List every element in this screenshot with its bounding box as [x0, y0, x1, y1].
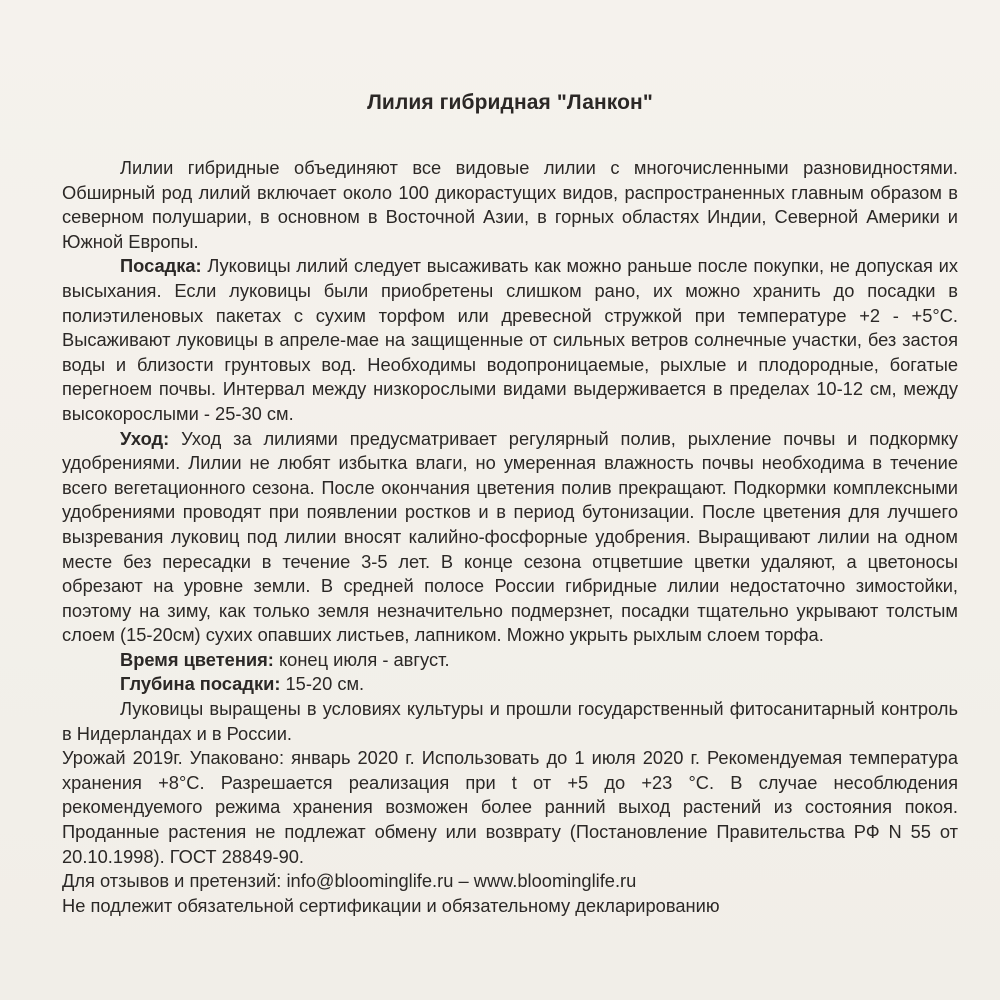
planting-depth-label: Глубина посадки:: [120, 673, 281, 695]
page-title: Лилия гибридная "Ланкон": [367, 91, 653, 114]
harvest-storage-paragraph: Урожай 2019г. Упаковано: январь 2020 г. Использовать до 1 июля 2020 г. Рекомендуемая температура хранения +8°С. Разрешается реализация при t от +5 до +23 °С. В случае несоблюдения рекомендуемого режима хранения возможен более ранний выход растений из состояния покоя. Проданные растения не подлежат обмену или возврату (Постановление Правительства РФ N 55 от 20.10.1998). ГОСТ 28849-90.: [62, 747, 958, 867]
intro-paragraph: Лилии гибридные объединяют все видовые лилии с многочисленными разновидностями. Обширный род лилий включает около 100 дикорастущих видов, распространенных главным образом в северном полушарии, в основном в Восточной Азии, в горных областях Индии, Северной Америки и Южной Европы.: [62, 157, 958, 252]
planting-label: Посадка:: [120, 255, 202, 277]
bloom-time-label: Время цветения:: [120, 648, 274, 670]
bloom-time-text: конец июля - август.: [273, 648, 450, 670]
planting-depth-paragraph: [62, 672, 958, 697]
planting-depth-text: 15-20 см.: [280, 673, 365, 695]
bloom-time-paragraph: [62, 648, 958, 673]
planting-text: Луковицы лилий следует высаживать как можно раньше после покупки, не допуская их высыхания. Если луковицы были приобретены слишком рано, их можно хранить до посадки в полиэтиленовых пакетах с сухим торфом или древесной стружкой при температуре +2 - +5°С. Высаживают луковицы в апреле-мае на защищенные от сильных ветров солнечные участки, без застоя воды и близости грунтовых вод. Необходимы водопроницаемые, рыхлые и плодородные, богатые перегноем почвы. Интервал между низкорослыми видами выдерживается в пределах 10-12 см, между высокорослыми - 25-30 см.: [62, 255, 958, 424]
certification-line: Не подлежит обязательной сертификации и обязательному декларированию: [62, 894, 720, 916]
care-label: Уход:: [120, 427, 170, 449]
origin-paragraph: Луковицы выращены в условиях культуры и прошли государственный фитосанитарный контроль в Нидерландах и в России.: [62, 698, 958, 744]
care-paragraph: [62, 427, 958, 648]
planting-paragraph: [62, 254, 958, 426]
contacts-line: Для отзывов и претензий: info@bloominglife.ru – www.bloominglife.ru: [62, 870, 637, 892]
care-text: Уход за лилиями предусматривает регулярный полив, рыхление почвы и подкормку удобрениями. Лилии не любят избытка влаги, но умеренная влажность почвы необходима в течение всего вегетационного сезона. После окончания цветения полив прекращают. Подкормки комплексными удобрениями проводят при появлении ростков и в период бутонизации. После цветения для лучшего вызревания луковиц под лилии вносят калийно-фосфорные удобрения. Выращивают лилии на одном месте без пересадки в течение 3-5 лет. В конце сезона отцветшие цветки удаляют, а цветоносы обрезают на уровне земли. В средней полосе России гибридные лилии недостаточно зимостойки, поэтому на зиму, как только земля незначительно подмерзнет, посадки тщательно укрывают толстым слоем (15-20см) сухих опавших листьев, лапником. Можно укрыть рыхлым слоем торфа.: [62, 427, 958, 646]
